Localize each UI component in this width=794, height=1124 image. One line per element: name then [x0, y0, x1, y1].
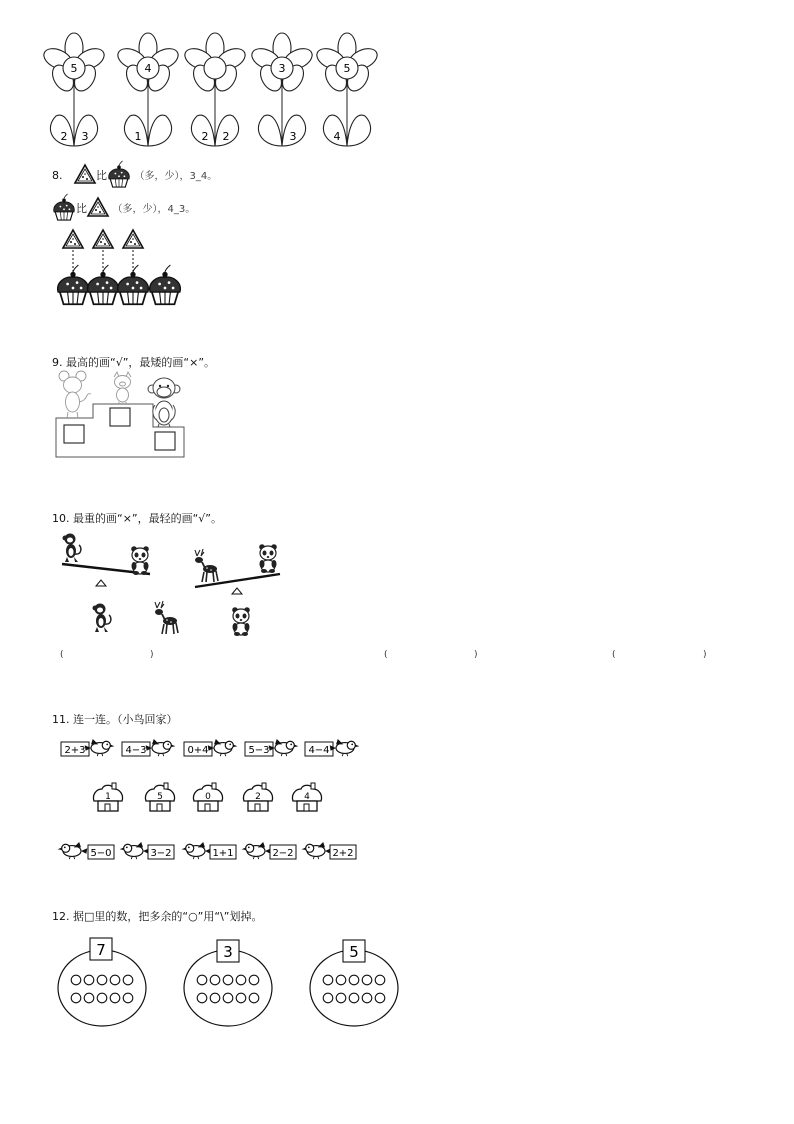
- house-2[interactable]: [145, 783, 174, 811]
- svg-text:4−4: 4−4: [308, 745, 330, 756]
- top-bird-4[interactable]: [245, 739, 298, 756]
- top-bird-5[interactable]: [305, 739, 359, 756]
- svg-text:2+3: 2+3: [64, 745, 86, 756]
- top-bird-3[interactable]: [184, 739, 237, 756]
- bottom-bird-2[interactable]: [120, 842, 174, 859]
- circle-group-1[interactable]: [58, 950, 146, 1026]
- paren-open-1: (: [60, 650, 64, 660]
- svg-text:5−0: 5−0: [90, 848, 112, 859]
- bottom-bird-5[interactable]: [302, 842, 356, 859]
- cupcake-icon: [107, 160, 131, 188]
- answer-box-right[interactable]: [155, 432, 175, 450]
- flower-2-top: 4: [144, 62, 152, 75]
- house-1[interactable]: [93, 783, 122, 811]
- q12-text: 12. 据□里的数，把多余的“○”用“\”划掉。: [52, 910, 263, 923]
- q11-text: 11. 连一连。（小鸟回家）: [52, 713, 178, 726]
- bottom-bird-4[interactable]: [242, 842, 296, 859]
- flower-1-top: 5: [70, 62, 78, 75]
- flower-4-top: 3: [278, 62, 286, 75]
- q12-figure: [55, 934, 415, 1030]
- pig-icon: [114, 372, 131, 404]
- flower-5-top: 5: [343, 62, 351, 75]
- q8-choice-2: （多，少），4_3。: [112, 204, 196, 215]
- cake-slice-icon: [87, 197, 109, 217]
- q10-text: 10. 最重的画“×”，最轻的画“√”。: [52, 512, 223, 525]
- bottom-bird-3[interactable]: [182, 842, 236, 859]
- flower-3: [182, 33, 249, 146]
- q10-figure: [55, 530, 295, 640]
- paren-close-2: ): [474, 650, 478, 660]
- paren-close-3: ): [703, 650, 707, 660]
- q8-compare-1: 比: [96, 169, 107, 182]
- number-box-1-value: 7: [96, 941, 106, 959]
- house-3[interactable]: [193, 783, 222, 811]
- number-box-2-value: 3: [223, 943, 233, 961]
- answer-box-left[interactable]: [64, 425, 84, 443]
- svg-text:3−2: 3−2: [150, 848, 172, 859]
- svg-text:2−2: 2−2: [272, 848, 294, 859]
- mouse-icon: [59, 371, 91, 418]
- svg-text:0: 0: [205, 792, 211, 802]
- cake-slice-icon: [74, 164, 96, 184]
- flower-2: [115, 33, 182, 146]
- q8-choice-1: （多，少），3_4。: [134, 171, 218, 182]
- top-bird-1[interactable]: [61, 739, 114, 756]
- paren-close-1: ): [150, 650, 154, 660]
- flower-4-right: 3: [289, 130, 297, 143]
- flowers-figure: [40, 30, 400, 143]
- svg-text:1+1: 1+1: [212, 848, 234, 859]
- flower-5-left: 4: [333, 130, 341, 143]
- q8-compare-2: 比: [76, 202, 87, 215]
- q9-figure: [55, 372, 187, 460]
- q8-figure: [55, 226, 195, 308]
- svg-text:4−3: 4−3: [125, 745, 147, 756]
- q11-figure: [58, 734, 368, 869]
- q8-line-2: [52, 193, 195, 221]
- svg-text:2+2: 2+2: [332, 848, 354, 859]
- svg-text:0+4: 0+4: [187, 745, 209, 756]
- q8-number: 8.: [52, 169, 63, 182]
- flower-3-right: 2: [222, 130, 230, 143]
- q9-text: 9. 最高的画“√”，最矮的画“×”。: [52, 356, 216, 369]
- svg-text:2: 2: [255, 792, 261, 802]
- flower-1-left: 2: [60, 130, 68, 143]
- svg-text:4: 4: [304, 792, 310, 802]
- top-bird-2[interactable]: [122, 739, 175, 756]
- svg-text:1: 1: [105, 792, 111, 802]
- svg-text:5: 5: [157, 792, 163, 802]
- bottom-bird-1[interactable]: [58, 842, 114, 859]
- svg-text:5−3: 5−3: [248, 745, 270, 756]
- flower-1: [41, 33, 108, 146]
- house-5[interactable]: [292, 783, 321, 811]
- flower-2-left: 1: [134, 130, 142, 143]
- answer-box-middle[interactable]: [110, 408, 130, 426]
- paren-open-2: (: [384, 650, 388, 660]
- number-box-3-value: 5: [349, 943, 359, 961]
- house-4[interactable]: [243, 783, 272, 811]
- cupcake-icon: [52, 193, 76, 221]
- flower-5: [314, 33, 381, 146]
- flower-3-left: 2: [201, 130, 209, 143]
- flower-4: [249, 33, 316, 146]
- flower-1-right: 3: [81, 130, 89, 143]
- paren-open-3: (: [612, 650, 616, 660]
- q8-line-1: [52, 160, 217, 188]
